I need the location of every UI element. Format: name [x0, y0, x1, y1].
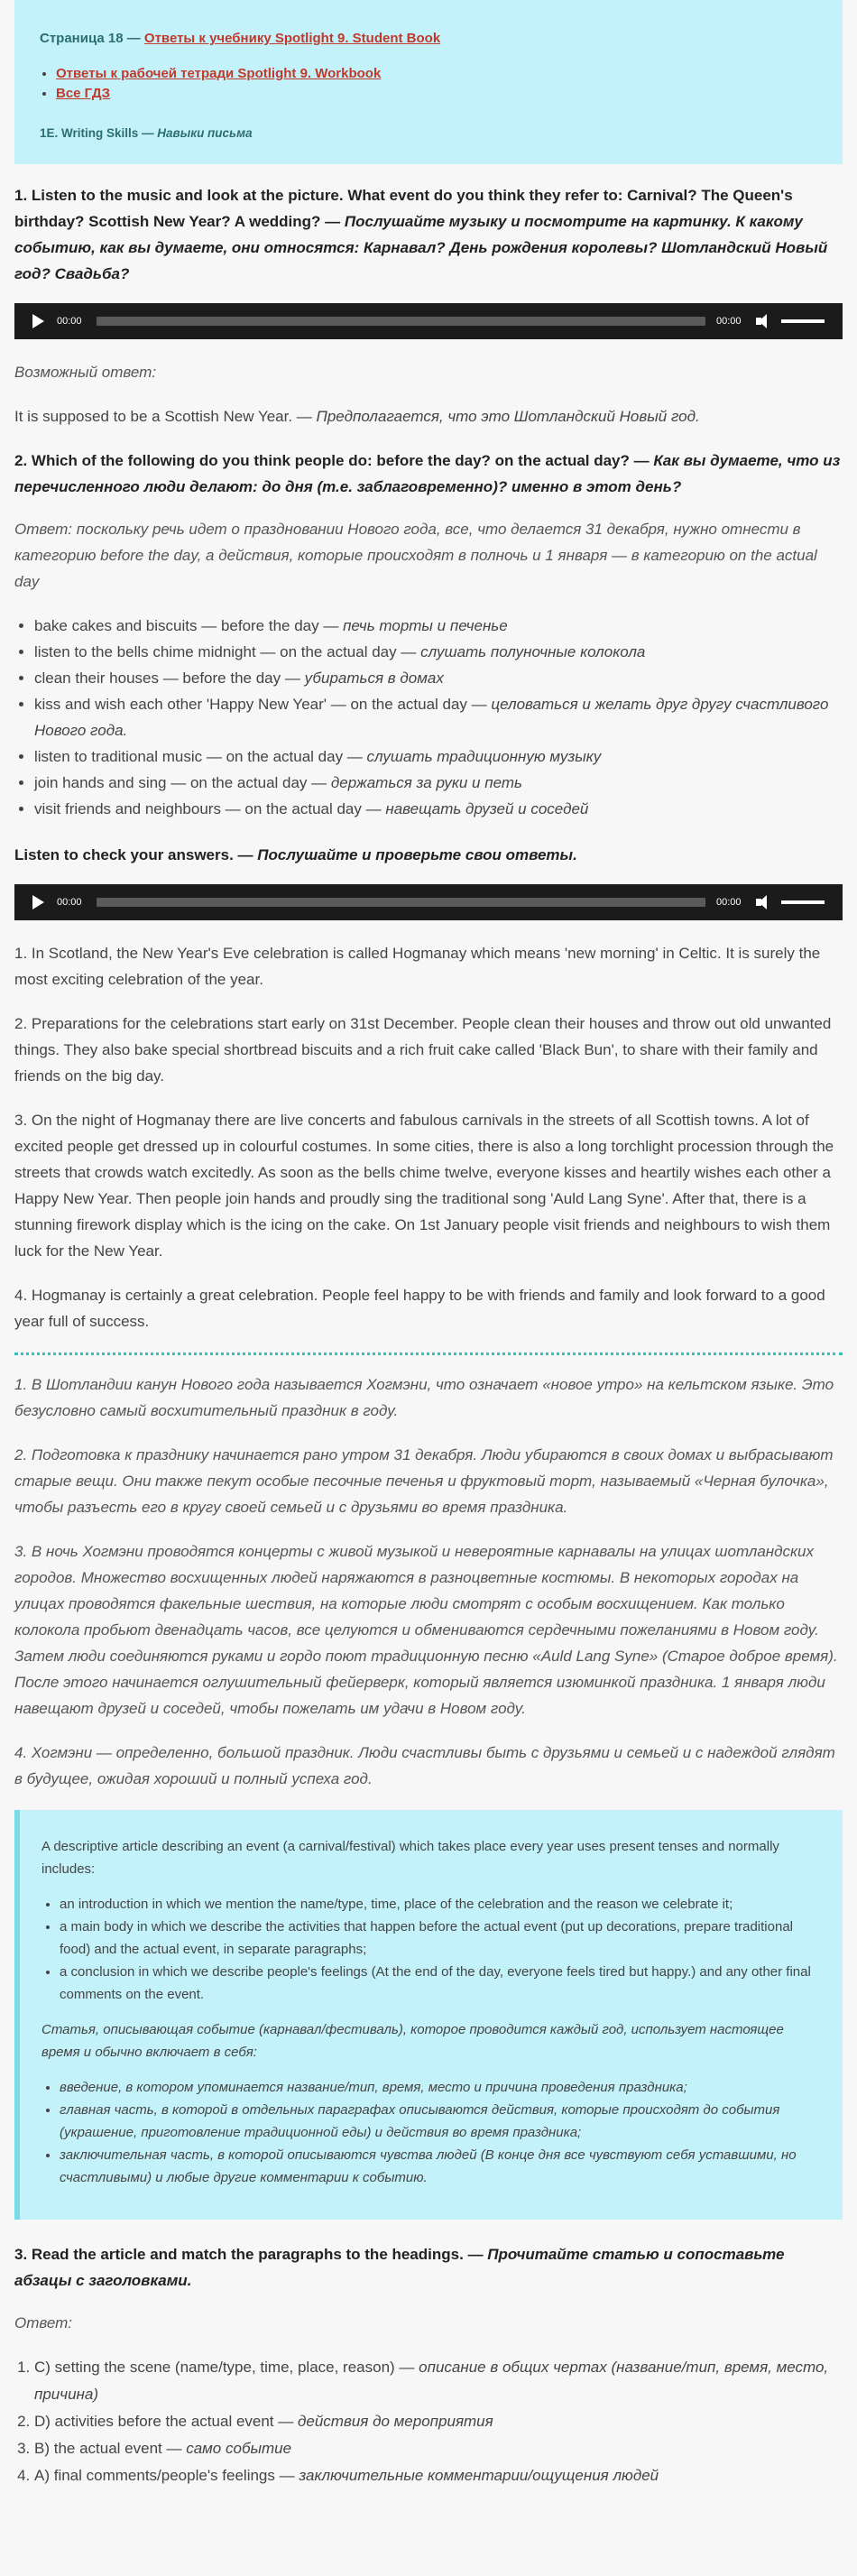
volume-icon[interactable]	[756, 895, 772, 909]
list-item: • заключительная часть, в которой описываются чувства людей (В конце дня все чувствуют себя уставшими, но счастливыми) и любые другие комментарии к событию.	[60, 2144, 821, 2189]
list-item	[34, 2462, 843, 2489]
list-item: • введение, в котором упоминается название/тип, время, место и причина проведения праздника;	[60, 2076, 821, 2099]
info-list-en	[60, 1893, 821, 2006]
volume-slider[interactable]	[781, 900, 825, 904]
answer-en: B) the actual event —	[34, 2440, 187, 2457]
answer-ru: описание в общих чертах (название/тип, время, место, причина)	[34, 2359, 829, 2403]
item-ru: целоваться и желать друг другу счастливого Нового года.	[34, 696, 829, 739]
breadcrumb-prefix: Страница 18 —	[40, 31, 144, 46]
current-time: 00:00	[57, 896, 82, 908]
play-icon[interactable]	[32, 895, 44, 909]
volume-icon[interactable]	[756, 314, 772, 328]
item-ru: слушать полуночные колокола	[420, 643, 646, 660]
info-box	[14, 1810, 843, 2220]
breadcrumb	[40, 25, 817, 51]
text-en-paragraph: 2. Preparations for the celebrations start early on 31st December. People clean their houses and throw out old unwanted things. They also bake special shortbread biscuits and a rich fruit cake called 'Black Bun', to share with their family and friends on the big day.	[14, 1015, 832, 1085]
list-item	[34, 2354, 843, 2408]
list-item	[34, 2435, 843, 2462]
navigation-box	[14, 0, 843, 164]
answer-1-en: It is supposed to be a Scottish New Year. —	[14, 408, 317, 425]
question-2	[14, 448, 843, 500]
question-3	[14, 2241, 843, 2294]
nav-links	[56, 64, 817, 104]
answer-note-2: Ответ: поскольку речь идет о праздновании Нового года, все, что делается 31 декабря, нужно отнести в категорию before the day, а действия, которые происходят в полночь и 1 января — в категорию on the actual day	[14, 521, 817, 590]
question-2-ru: Как вы думаете, что из перечисленного люди делают: до дня (т.е. заблаговременно)? именно в этот день?	[14, 452, 841, 495]
nav-link-item	[56, 64, 817, 84]
text-ru-paragraph: 3. В ночь Хогмэни проводятся концерты с живой музыкой и невероятные карнавалы на улицах шотландских городов. Множество восхищенных людей наряжаются в разноцветные костюмы. В некоторых городах на улицах проводятся факельные шествия, на которые люди смотрят с особым восхищением. Как только колокола пробьют двенадцать часов, все целуются и обмениваются сердечными пожеланиями в Новом году. Затем люди соединяются руками и гордо поют традиционную песню «Auld Lang Syne» (Старое доброе время). После этого начинается оглушительный фейерверк, который является изюминкой праздника. 1 января люди навещают друзей и соседей, чтобы пожелать им удачи в Новом году.	[14, 1543, 838, 1717]
text-en-paragraph: 4. Hogmanay is certainly a great celebration. People feel happy to be with friends and family and look forward to a good year full of success.	[14, 1287, 825, 1330]
audio-player-2	[14, 884, 843, 920]
item-en: listen to the bells chime midnight — on the actual day —	[34, 643, 421, 660]
section-title	[40, 120, 817, 146]
item-ru: слушать традиционную музыку	[366, 748, 602, 765]
item-ru: навещать друзей и соседей	[385, 800, 589, 817]
workbook-link[interactable]: Ответы к рабочей тетради Spotlight 9. Workbook	[56, 66, 382, 81]
audio-player-1	[14, 303, 843, 339]
answer-label-3: Ответ:	[14, 2314, 73, 2331]
question-1-ru: Послушайте музыку и посмотрите на картинку. К какому событию, как вы думаете, они относятся: Карнавал? День рождения королевы? Шотландский Новый год? Свадьба?	[14, 213, 828, 282]
info-intro-en: A descriptive article describing an event (a carnival/festival) which takes place every year uses present tenses and normally includes:	[41, 1839, 779, 1877]
item-ru: убираться в домах	[304, 669, 444, 687]
answer-1-ru: Предполагается, что это Шотландский Новый год.	[316, 408, 700, 425]
answer-en: C) setting the scene (name/type, time, place, reason) —	[34, 2359, 419, 2376]
nav-link-item	[56, 84, 817, 104]
list-item: • an introduction in which we mention the name/type, time, place of the celebration and the reason we celebrate it;	[60, 1893, 821, 1916]
answer-1	[14, 403, 843, 429]
text-ru-paragraph: 2. Подготовка к празднику начинается рано утром 31 декабря. Люди убираются в своих домах и выбрасывают старые вещи. Они также пекут особые песочные печенья и фруктовый торт, называемый «Черная булочка», чтобы разъесть его в кругу своей семьей и с друзьями во время праздника.	[14, 1446, 834, 1516]
list-item	[34, 691, 843, 743]
check-en: Listen to check your answers. —	[14, 846, 258, 863]
text-ru-paragraph: 1. В Шотландии канун Нового года называется Хогмэни, что означает «новое утро» на кельтском языке. Это безусловно самый восхитительный праздник в году.	[14, 1376, 834, 1419]
list-item	[34, 743, 843, 770]
answers-list	[34, 2354, 843, 2489]
list-item: • a main body in which we describe the activities that happen before the actual event (put up decorations, prepare traditional food) and the actual event, in separate paragraphs;	[60, 1916, 821, 1961]
list-item	[34, 796, 843, 822]
item-ru: держаться за руки и петь	[330, 774, 522, 791]
activities-list	[34, 613, 843, 822]
question-3-en: 3. Read the article and match the paragraphs to the headings. —	[14, 2246, 488, 2263]
list-item: • a conclusion in which we describe people's feelings (At the end of the day, everyone feels tired but happy.) and any other final comments on the event.	[60, 1961, 821, 2006]
answer-ru: само событие	[186, 2440, 292, 2457]
info-intro-ru: Статья, описывающая событие (карнавал/фестиваль), которое проводится каждый год, использует настоящее время и обычно включает в себя:	[41, 2022, 784, 2060]
check-ru: Послушайте и проверьте свои ответы.	[257, 846, 577, 863]
list-item	[34, 770, 843, 796]
play-icon[interactable]	[32, 314, 44, 328]
total-time: 00:00	[716, 315, 742, 327]
item-en: join hands and sing — on the actual day —	[34, 774, 331, 791]
question-2-en: 2. Which of the following do you think people do: before the day? on the actual day? —	[14, 452, 654, 469]
student-book-link[interactable]: Ответы к учебнику Spotlight 9. Student Book	[143, 31, 441, 46]
item-ru: печь торты и печенье	[343, 617, 508, 634]
answer-ru: заключительные комментарии/ощущения людей	[299, 2467, 659, 2484]
list-item	[34, 639, 843, 665]
item-en: kiss and wish each other 'Happy New Year' — on the actual day —	[34, 696, 492, 713]
list-item: • главная часть, в которой в отдельных параграфах описываются действия, которые происходят до события (украшение, приготовление традиционной еды) и действия во время праздника;	[60, 2099, 821, 2144]
text-en-paragraph: 1. In Scotland, the New Year's Eve celebration is called Hogmanay which means 'new morning' in Celtic. It is surely the most exciting celebration of the year.	[14, 945, 821, 988]
item-en: clean their houses — before the day —	[34, 669, 305, 687]
dotted-divider	[14, 1353, 843, 1355]
progress-track[interactable]	[97, 317, 705, 326]
question-3-ru: Прочитайте статью и сопоставьте абзацы с заголовками.	[14, 2246, 785, 2289]
item-en: bake cakes and biscuits — before the day —	[34, 617, 344, 634]
info-list-ru	[60, 2076, 821, 2189]
item-en: visit friends and neighbours — on the actual day —	[34, 800, 386, 817]
check-instruction	[14, 842, 843, 868]
item-en: listen to traditional music — on the actual day —	[34, 748, 367, 765]
answer-en: D) activities before the actual event —	[34, 2413, 298, 2430]
answer-ru: действия до мероприятия	[297, 2413, 493, 2430]
volume-slider[interactable]	[781, 319, 825, 323]
all-gdz-link[interactable]: Все ГДЗ	[56, 86, 111, 101]
total-time: 00:00	[716, 896, 742, 908]
text-ru-paragraph: 4. Хогмэни — определенно, большой праздник. Люди счастливы быть с друзьями и семьей и с надеждой глядят в будущее, ожидая хороший и полный успеха год.	[14, 1744, 835, 1787]
question-1-en: 1. Listen to the music and look at the picture. What event do you think they refer to: Carnival? The Queen's birthday? Scottish New Year? A wedding? —	[14, 187, 793, 230]
text-en-paragraph: 3. On the night of Hogmanay there are live concerts and fabulous carnivals in the streets of all Scottish towns. A lot of excited people get dressed up in colourful costumes. In some cities, there is also a long torchlight procession through the streets that crowds watch excitedly. As soon as the bells chime twelve, everyone kisses and heartily wishes each other a Happy New Year. Then people join hands and proudly sing the traditional song 'Auld Lang Syne'. After that, there is a stunning firework display which is the icing on the cake. On 1st January people visit friends and neighbours to wish them luck for the New Year.	[14, 1112, 834, 1260]
list-item	[34, 2408, 843, 2435]
section-title-ru: Навыки письма	[157, 126, 253, 140]
section-title-en: 1E. Writing Skills —	[40, 126, 158, 140]
question-1	[14, 182, 843, 287]
list-item	[34, 665, 843, 691]
list-item	[34, 613, 843, 639]
current-time: 00:00	[57, 315, 82, 327]
progress-track[interactable]	[97, 898, 705, 907]
answer-label-1: Возможный ответ:	[14, 364, 157, 381]
answer-en: A) final comments/people's feelings —	[34, 2467, 299, 2484]
